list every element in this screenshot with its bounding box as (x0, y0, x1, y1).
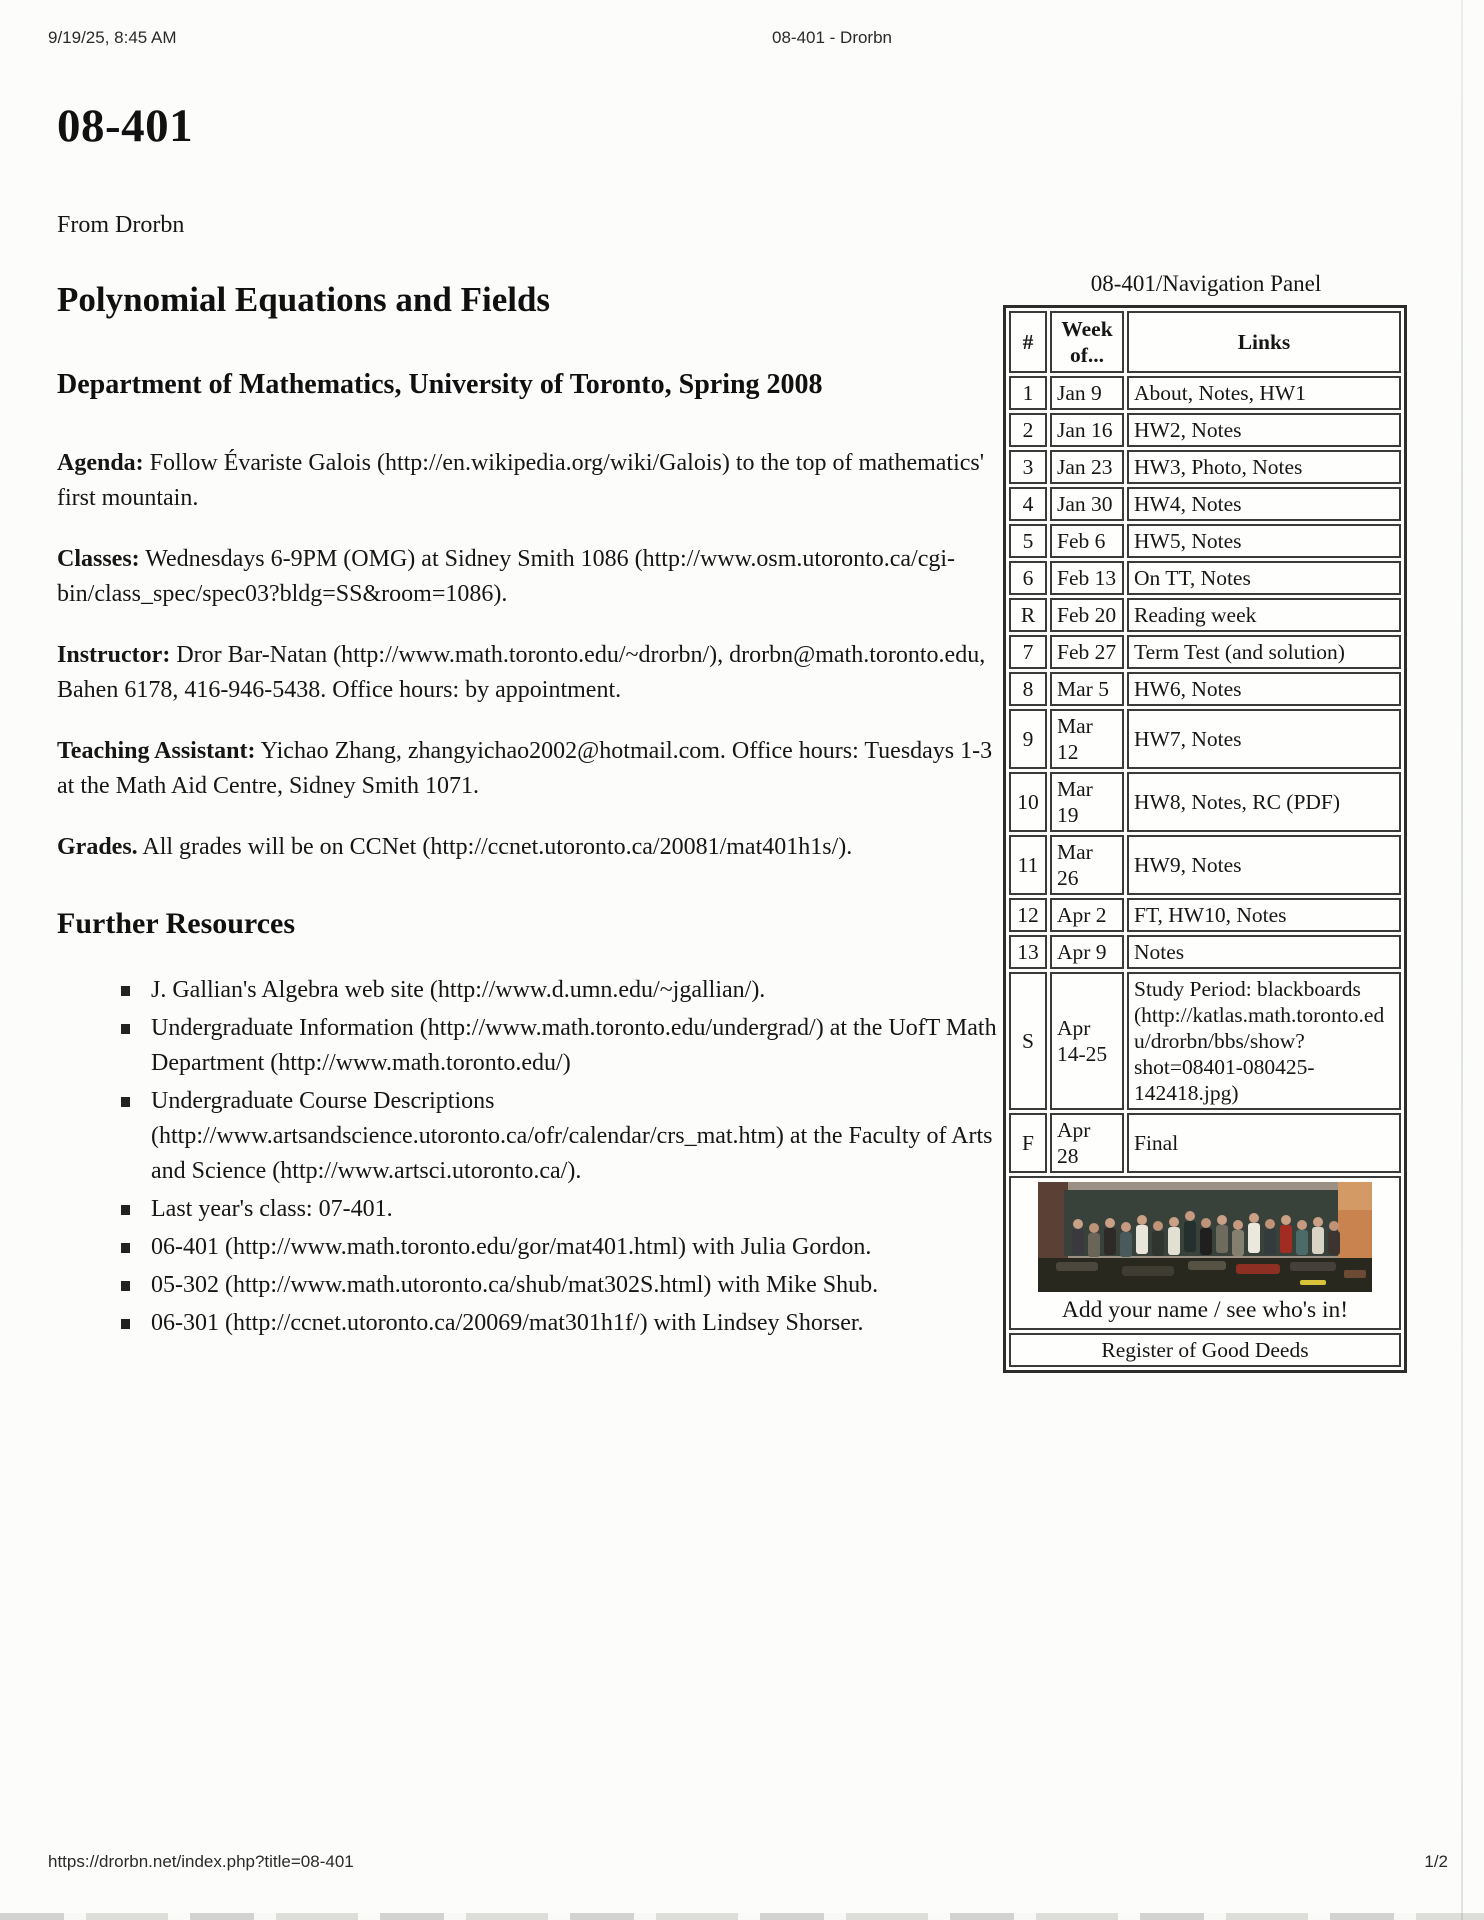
nav-table-row (1009, 561, 1401, 595)
resource-item: Undergraduate Course Descriptions (http://www.artsandscience.utoronto.ca/ofr/calendar/crs_mat.htm) at the Faculty of Arts and Science (http://www.artsci.utoronto.ca/). (119, 1084, 1002, 1189)
links-cell: About, Notes, HW1 (1127, 376, 1401, 410)
nav-table-row (1009, 672, 1401, 706)
links-cell: On TT, Notes (1127, 561, 1401, 595)
resource-item: J. Gallian's Algebra web site (http://www.d.umn.edu/~jgallian/). (119, 973, 1002, 1008)
page-indicator: 1/2 (1424, 1852, 1448, 1871)
week-number-cell: S (1009, 972, 1047, 1110)
site-attribution: From Drorbn (57, 212, 185, 238)
register-row (1009, 1333, 1401, 1367)
agenda-text: Follow Évariste Galois (http://en.wikipedia.org/wiki/Galois) to the top of mathematics' first mountain. (57, 450, 985, 511)
week-number-cell: R (1009, 598, 1047, 632)
register-of-good-deeds: Register of Good Deeds (1009, 1333, 1401, 1367)
nav-table-row (1009, 935, 1401, 969)
col-header-number: # (1009, 311, 1047, 373)
links-cell: HW9, Notes (1127, 835, 1401, 895)
resources-list (57, 973, 1002, 1341)
nav-table-row (1009, 898, 1401, 932)
nav-table-row (1009, 835, 1401, 895)
week-number-cell: 5 (1009, 524, 1047, 558)
week-of-cell: Jan 23 (1050, 450, 1124, 484)
week-of-cell: Mar 19 (1050, 772, 1124, 832)
article-body (57, 100, 1002, 1344)
links-cell: HW7, Notes (1127, 709, 1401, 769)
scan-artifact-right-line (1461, 0, 1463, 1920)
links-cell: HW4, Notes (1127, 487, 1401, 521)
week-of-cell: Jan 16 (1050, 413, 1124, 447)
course-title: Polynomial Equations and Fields (57, 280, 551, 319)
instructor-paragraph (57, 638, 1002, 708)
week-number-cell: 8 (1009, 672, 1047, 706)
links-cell: HW8, Notes, RC (PDF) (1127, 772, 1401, 832)
links-cell: Study Period: blackboards (http://katlas.math.toronto.edu/drorbn/bbs/show?shot=08401-080425-142418.jpg) (1127, 972, 1401, 1110)
week-of-cell: Jan 9 (1050, 376, 1124, 410)
week-number-cell: 1 (1009, 376, 1047, 410)
links-cell: Reading week (1127, 598, 1401, 632)
agenda-paragraph (57, 446, 1002, 516)
week-number-cell: 11 (1009, 835, 1047, 895)
week-number-cell: 6 (1009, 561, 1047, 595)
page-title: 08-401 (57, 100, 194, 152)
grades-label: Grades. (57, 834, 138, 860)
col-header-links: Links (1127, 311, 1401, 373)
week-number-cell: 7 (1009, 635, 1047, 669)
week-number-cell: 4 (1009, 487, 1047, 521)
ta-text: Yichao Zhang, zhangyichao2002@hotmail.com. Office hours: Tuesdays 1-3 at the Math Aid Centre, Sidney Smith 1071. (57, 738, 993, 799)
week-of-cell: Mar 12 (1050, 709, 1124, 769)
week-number-cell: 13 (1009, 935, 1047, 969)
week-of-cell: Feb 20 (1050, 598, 1124, 632)
links-cell: Notes (1127, 935, 1401, 969)
navigation-panel (1003, 270, 1409, 1373)
department-line: Department of Mathematics, University of Toronto, Spring 2008 (57, 369, 823, 400)
ta-label: Teaching Assistant: (57, 738, 256, 764)
week-number-cell: 12 (1009, 898, 1047, 932)
resource-item: 05-302 (http://www.math.utoronto.ca/shub/mat302S.html) with Mike Shub. (119, 1268, 1002, 1303)
week-number-cell: 10 (1009, 772, 1047, 832)
nav-table-row (1009, 972, 1401, 1110)
ta-paragraph (57, 734, 1002, 804)
week-number-cell: 9 (1009, 709, 1047, 769)
nav-table (1003, 305, 1407, 1373)
classes-label: Classes: (57, 546, 140, 572)
photo-row (1009, 1176, 1401, 1330)
nav-table-row (1009, 450, 1401, 484)
nav-panel-title: 08-401/Navigation Panel (1090, 271, 1322, 296)
links-cell: HW3, Photo, Notes (1127, 450, 1401, 484)
links-cell: HW2, Notes (1127, 413, 1401, 447)
agenda-label: Agenda: (57, 450, 144, 476)
classes-text: Wednesdays 6-9PM (OMG) at Sidney Smith 1086 (http://www.osm.utoronto.ca/cgi-bin/class_spec/spec03?bldg=SS&room=1086). (57, 546, 956, 607)
week-number-cell: F (1009, 1113, 1047, 1173)
classes-paragraph (57, 542, 1002, 612)
resource-item: 06-301 (http://ccnet.utoronto.ca/20069/mat301h1f/) with Lindsey Shorser. (119, 1306, 1002, 1341)
week-of-cell: Apr 28 (1050, 1113, 1124, 1173)
links-cell: FT, HW10, Notes (1127, 898, 1401, 932)
nav-table-row (1009, 376, 1401, 410)
links-cell: HW6, Notes (1127, 672, 1401, 706)
nav-table-row (1009, 635, 1401, 669)
print-doc-title: 08-401 - Drorbn (772, 28, 893, 47)
further-resources-heading: Further Resources (57, 907, 296, 940)
nav-table-row (1009, 598, 1401, 632)
nav-table-header-row (1009, 311, 1401, 373)
instructor-text: Dror Bar-Natan (http://www.math.toronto.edu/~drorbn/), drorbn@math.toronto.edu, Bahen 6178, 416-946-5438. Office hours: by appointment. (57, 642, 986, 703)
nav-table-row (1009, 487, 1401, 521)
week-of-cell: Mar 5 (1050, 672, 1124, 706)
week-number-cell: 3 (1009, 450, 1047, 484)
links-cell: Term Test (and solution) (1127, 635, 1401, 669)
footer-url: https://drorbn.net/index.php?title=08-401 (48, 1852, 354, 1871)
week-of-cell: Feb 13 (1050, 561, 1124, 595)
week-number-cell: 2 (1009, 413, 1047, 447)
nav-table-row (1009, 413, 1401, 447)
scan-artifact-bottom-strip (0, 1913, 1484, 1920)
resource-item: Undergraduate Information (http://www.math.toronto.edu/undergrad/) at the UofT Math Department (http://www.math.toronto.edu/) (119, 1011, 1002, 1081)
nav-table-row (1009, 1113, 1401, 1173)
photo-caption: Add your name / see who's in! (1061, 1297, 1349, 1323)
week-of-cell: Apr 9 (1050, 935, 1124, 969)
week-of-cell: Apr 14-25 (1050, 972, 1124, 1110)
week-of-cell: Feb 27 (1050, 635, 1124, 669)
links-cell: HW5, Notes (1127, 524, 1401, 558)
resource-item: Last year's class: 07-401. (119, 1192, 1002, 1227)
print-header (48, 28, 1450, 48)
week-of-cell: Mar 26 (1050, 835, 1124, 895)
print-footer (48, 1852, 1450, 1872)
nav-table-row (1009, 709, 1401, 769)
links-cell: Final (1127, 1113, 1401, 1173)
week-of-cell: Jan 30 (1050, 487, 1124, 521)
class-photo (1038, 1182, 1372, 1292)
grades-paragraph (57, 830, 1002, 865)
instructor-label: Instructor: (57, 642, 171, 668)
resource-item: 06-401 (http://www.math.toronto.edu/gor/mat401.html) with Julia Gordon. (119, 1230, 1002, 1265)
nav-table-row (1009, 524, 1401, 558)
nav-table-row (1009, 772, 1401, 832)
grades-text: All grades will be on CCNet (http://ccnet.utoronto.ca/20081/mat401h1s/). (142, 834, 853, 860)
week-of-cell: Apr 2 (1050, 898, 1124, 932)
col-header-week-of: Week of... (1050, 311, 1124, 373)
week-of-cell: Feb 6 (1050, 524, 1124, 558)
print-datetime: 9/19/25, 8:45 AM (48, 28, 177, 47)
